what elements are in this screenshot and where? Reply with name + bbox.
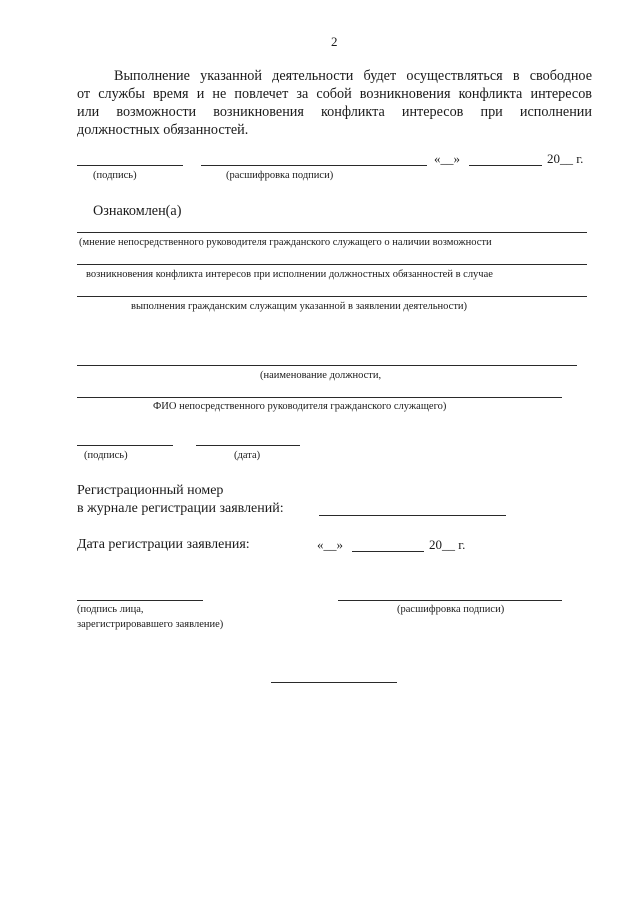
opinion-line bbox=[77, 232, 587, 233]
paragraph-line: от службы время и не повлечет за собой возникновения конфликта интересов bbox=[77, 86, 592, 102]
position-line bbox=[77, 365, 577, 366]
registrar-decryption-line bbox=[338, 600, 562, 601]
registrar-signature-line bbox=[77, 600, 203, 601]
registration-number-line bbox=[319, 515, 506, 516]
registration-date-quote: «__» bbox=[317, 537, 343, 552]
statement-paragraph bbox=[77, 67, 592, 139]
signature-line bbox=[77, 445, 173, 446]
manager-name-line bbox=[77, 397, 562, 398]
paragraph-line: должностных обязанностей. bbox=[77, 122, 249, 138]
date-quote-field: «__» bbox=[434, 151, 460, 166]
signature-caption: (подпись) bbox=[93, 170, 137, 181]
date-caption: (дата) bbox=[234, 450, 261, 461]
registrar-decryption-caption: (расшифровка подписи) bbox=[397, 604, 505, 615]
signature-line bbox=[77, 165, 183, 166]
registration-number-label: Регистрационный номер bbox=[77, 483, 224, 498]
month-line bbox=[469, 165, 542, 166]
decryption-line bbox=[201, 165, 427, 166]
opinion-line bbox=[77, 296, 587, 297]
acknowledged-label: Ознакомлен(а) bbox=[93, 203, 182, 219]
opinion-caption-1: (мнение непосредственного руководителя гражданского служащего о наличии возможности bbox=[79, 237, 492, 248]
decryption-caption: (расшифровка подписи) bbox=[226, 170, 334, 181]
signature-caption: (подпись) bbox=[84, 450, 128, 461]
year-field: 20__ г. bbox=[547, 151, 584, 166]
registrar-caption-1: (подпись лица, bbox=[77, 604, 144, 615]
opinion-caption-3: выполнения гражданским служащим указанной в заявлении деятельности) bbox=[131, 301, 468, 312]
opinion-line bbox=[77, 264, 587, 265]
page-number: 2 bbox=[331, 34, 338, 49]
registrar-caption-2: зарегистрировавшего заявление) bbox=[77, 619, 224, 630]
end-divider bbox=[271, 682, 397, 683]
paragraph-line: Выполнение указанной деятельности будет осуществляться в свободное bbox=[114, 68, 592, 84]
registration-month-line bbox=[352, 551, 424, 552]
paragraph-line: или возможности возникновения конфликта интересов при исполнении bbox=[77, 104, 592, 120]
date-line bbox=[196, 445, 300, 446]
registration-date-label: Дата регистрации заявления: bbox=[77, 537, 250, 552]
opinion-caption-2: возникновения конфликта интересов при исполнении должностных обязанностей в случае bbox=[86, 269, 493, 280]
position-caption: (наименование должности, bbox=[260, 370, 382, 381]
registration-journal-label: в журнале регистрации заявлений: bbox=[77, 501, 284, 516]
manager-name-caption: ФИО непосредственного руководителя гражданского служащего) bbox=[153, 401, 447, 412]
registration-year: 20__ г. bbox=[429, 537, 466, 552]
